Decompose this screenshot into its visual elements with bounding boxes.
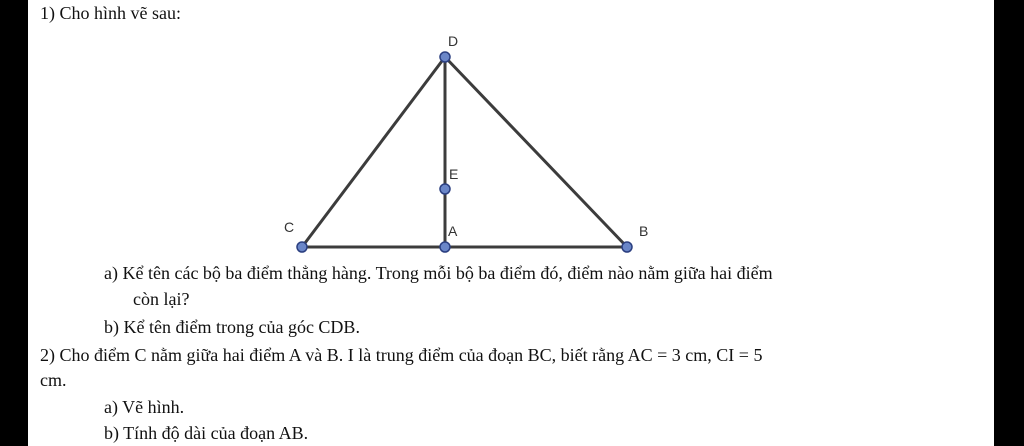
label-D: D <box>448 33 459 49</box>
problem1-part-b: b) Kể tên điểm trong của góc CDB. <box>104 317 360 337</box>
label-C: C <box>284 219 295 235</box>
problem1-part-a-line1: a) Kể tên các bộ ba điểm thẳng hàng. Trong mỗi bộ ba điểm đó, điểm nào nằm giữa hai điểm <box>104 263 773 283</box>
problem2-line2: cm. <box>40 370 67 390</box>
problem2-line1: 2) Cho điểm C nằm giữa hai điểm A và B. I là trung điểm của đoạn BC, biết rằng AC = 3 cm, CI = 5 <box>40 345 763 365</box>
problem1-heading: 1) Cho hình vẽ sau: <box>40 3 181 23</box>
figure-segments <box>302 57 627 247</box>
segment-CD <box>302 57 445 247</box>
problem1-part-a-line2: còn lại? <box>133 289 190 309</box>
label-A: A <box>448 223 458 239</box>
point-D <box>440 52 450 62</box>
point-C <box>297 242 307 252</box>
label-E: E <box>449 166 459 182</box>
geometry-figure <box>28 0 994 260</box>
worksheet-page <box>28 0 994 446</box>
point-B <box>622 242 632 252</box>
segment-DB <box>445 57 627 247</box>
point-E <box>440 184 450 194</box>
point-A <box>440 242 450 252</box>
problem2-part-b: b) Tính độ dài của đoạn AB. <box>104 423 309 443</box>
label-B: B <box>639 223 649 239</box>
problem2-part-a: a) Vẽ hình. <box>104 397 185 417</box>
